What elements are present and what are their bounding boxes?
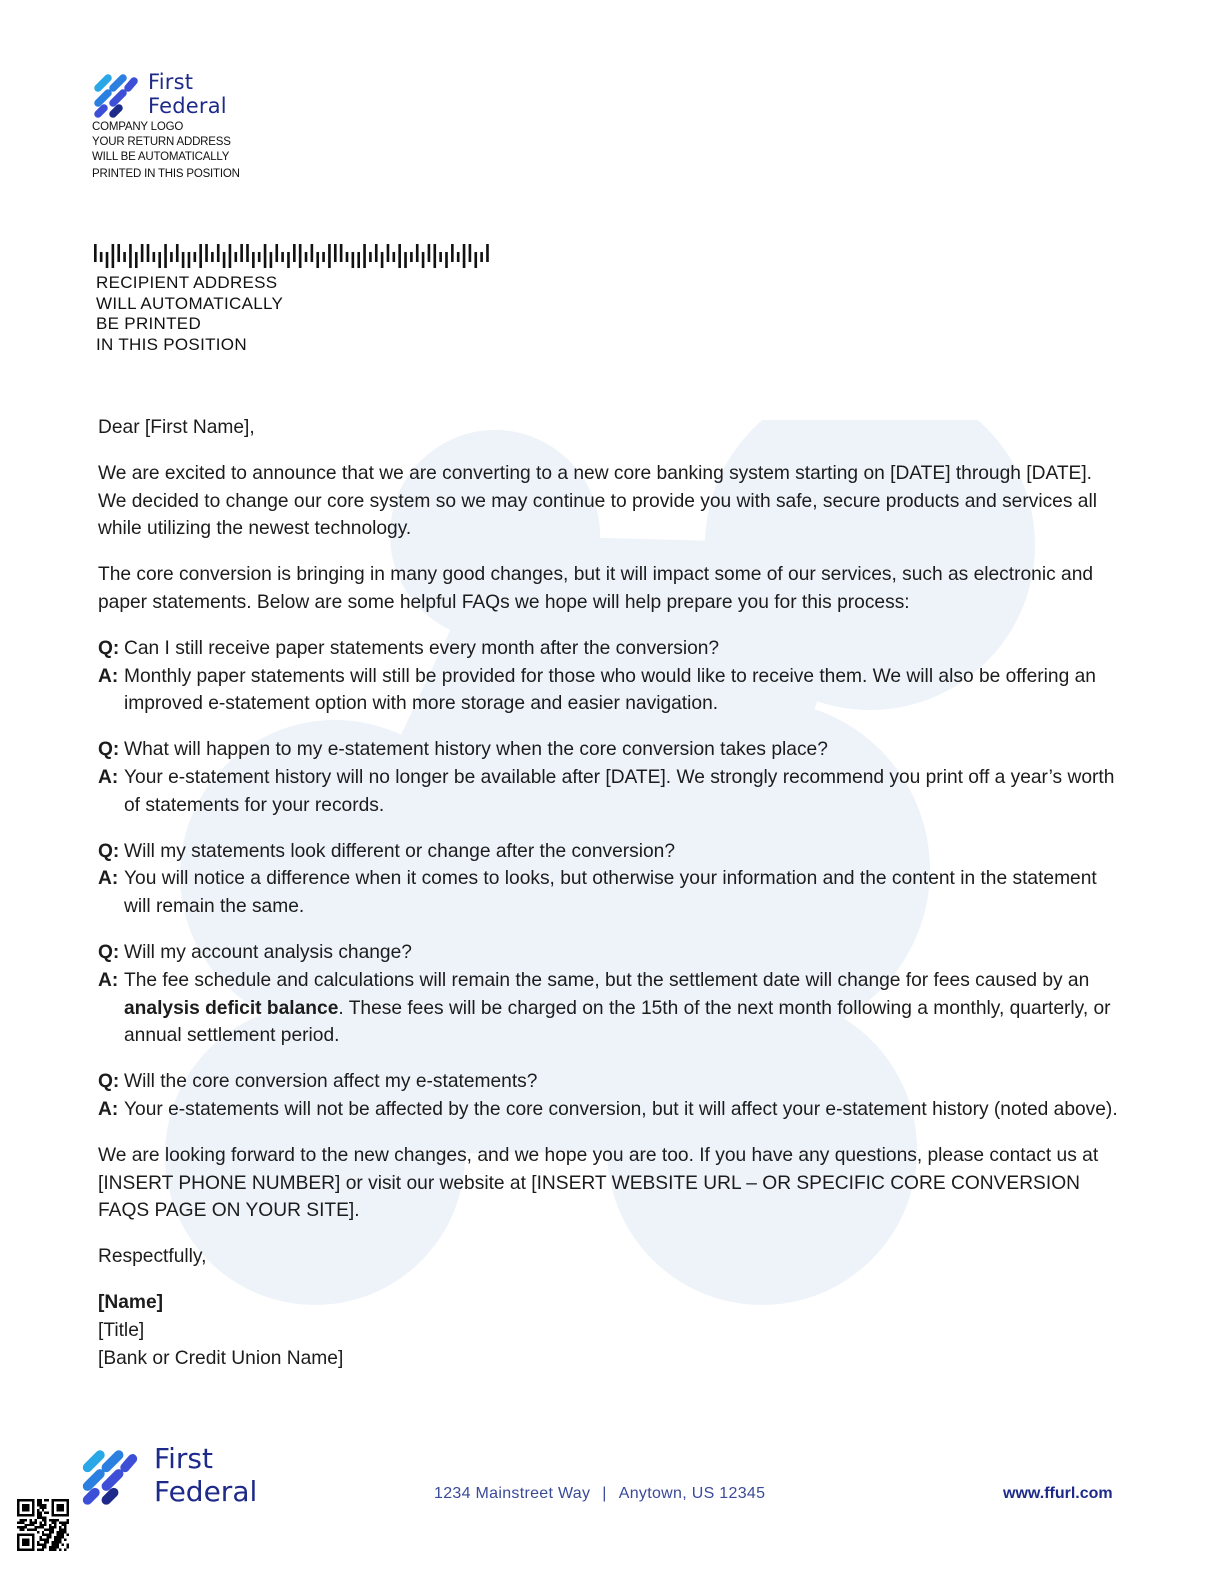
qr-module <box>22 1519 24 1521</box>
barcode-bar <box>123 252 126 262</box>
qr-module <box>47 1529 49 1531</box>
qr-module <box>64 1529 66 1531</box>
intro-paragraph: We are excited to announce that we are converting to a new core banking system starting on [DATE] through [DATE]. We decided to change our core system so we may continue to provide you with safe, secure products and services all while utilizing the newest technology. <box>98 462 1097 540</box>
barcode-bar <box>141 244 144 262</box>
qr-module <box>49 1526 51 1528</box>
footer-city: Anytown, US 12345 <box>618 1485 766 1502</box>
barcode-bar <box>112 244 115 268</box>
qr-module <box>19 1519 21 1521</box>
question-label: Q: <box>98 637 120 659</box>
qr-module <box>24 1524 26 1526</box>
barcode-bar <box>153 252 156 262</box>
barcode-bar <box>469 244 472 262</box>
qr-module <box>42 1516 44 1518</box>
qr-module <box>27 1529 29 1531</box>
barcode-bar <box>346 252 349 262</box>
qr-module <box>44 1524 46 1526</box>
footer-logo <box>80 1442 257 1508</box>
barcode-bar <box>94 244 97 262</box>
qr-module <box>22 1539 29 1546</box>
qr-module <box>37 1511 39 1513</box>
qr-module <box>47 1541 49 1543</box>
qr-module <box>49 1546 51 1548</box>
qr-module <box>57 1536 59 1538</box>
qr-module <box>39 1516 41 1518</box>
qr-module <box>37 1526 39 1528</box>
barcode-bar <box>293 244 296 262</box>
qr-module <box>52 1549 54 1551</box>
barcode-bar <box>393 252 396 262</box>
faq-item <box>98 838 1118 921</box>
qr-module <box>39 1536 41 1538</box>
qr-module <box>39 1521 41 1523</box>
qr-module <box>49 1536 51 1538</box>
qr-module <box>22 1521 24 1523</box>
barcode-bar <box>287 252 290 268</box>
qr-module <box>57 1546 59 1548</box>
qr-module <box>39 1544 41 1546</box>
logo-wordmark <box>148 70 227 118</box>
barcode-bar <box>234 252 237 262</box>
logo-word-federal: Federal <box>148 94 227 118</box>
faq-item <box>98 1068 1118 1124</box>
qr-module <box>42 1544 44 1546</box>
barcode-bar <box>428 244 431 262</box>
qr-module <box>37 1501 39 1503</box>
barcode-bar <box>264 244 267 268</box>
qr-module <box>64 1539 66 1541</box>
qr-module <box>27 1524 29 1526</box>
qr-module <box>59 1541 61 1543</box>
barcode-bar <box>129 244 132 268</box>
faq-item <box>98 939 1118 1050</box>
barcode-bar <box>176 244 179 262</box>
qr-module <box>52 1519 54 1521</box>
qr-module <box>44 1511 46 1513</box>
logo-word-first: First <box>148 70 194 94</box>
barcode-bar <box>445 252 448 268</box>
qr-module <box>67 1544 69 1546</box>
qr-module <box>54 1519 56 1521</box>
qr-module <box>54 1526 56 1528</box>
qr-module <box>54 1544 56 1546</box>
question-label: Q: <box>98 840 120 862</box>
salutation: Dear [First Name], <box>98 417 255 438</box>
return-address-placeholder: COMPANY LOGO YOUR RETURN ADDRESS WILL BE AUTOMATICALLY PRINTED IN THIS POSITION <box>92 121 240 180</box>
answer-text: You will notice a difference when it comes to looks, but otherwise your information and the content in the statement will remain the same. <box>124 868 1097 918</box>
letter-body <box>98 414 1118 1372</box>
barcode-bar <box>270 252 273 268</box>
faq-item <box>98 736 1118 819</box>
qr-module <box>19 1526 21 1528</box>
qr-module <box>44 1539 46 1541</box>
qr-module <box>47 1539 49 1541</box>
footer-street: 1234 Mainstreet Way <box>434 1485 591 1502</box>
qr-module <box>37 1499 39 1501</box>
barcode-bar <box>258 252 261 262</box>
qr-module <box>17 1521 19 1523</box>
qr-module <box>42 1549 44 1551</box>
qr-module <box>57 1504 64 1511</box>
qr-module <box>57 1519 59 1521</box>
qr-module <box>44 1499 46 1501</box>
question-text: Can I still receive paper statements every month after the conversion? <box>124 637 720 659</box>
barcode-bar <box>211 252 214 262</box>
barcode-bar <box>375 244 378 262</box>
qr-code-icon <box>17 1499 69 1551</box>
barcode-bar <box>170 252 173 262</box>
qr-module <box>64 1526 66 1528</box>
answer-text: Your e-statement history will no longer be available after [DATE]. We strongly recommend you print off a year’s worth of statements for your records. <box>124 766 1115 816</box>
qr-module <box>39 1511 41 1513</box>
qr-module <box>37 1544 39 1546</box>
qr-module <box>44 1506 46 1508</box>
barcode-bar <box>106 252 109 268</box>
question-label: Q: <box>98 739 120 761</box>
qr-module <box>59 1521 61 1523</box>
barcode-bar <box>433 244 436 268</box>
qr-module <box>34 1519 36 1521</box>
recipient-address-placeholder: RECIPIENT ADDRESS WILL AUTOMATICALLY BE PRINTED IN THIS POSITION <box>96 273 284 354</box>
qr-module <box>37 1504 39 1506</box>
barcode-bar <box>363 244 366 268</box>
qr-module <box>52 1521 54 1523</box>
barcode-bar <box>164 244 167 268</box>
barcode-bar <box>369 252 372 262</box>
emphasis-analysis-deficit-balance: analysis deficit balance <box>124 997 339 1019</box>
qr-module <box>64 1549 66 1551</box>
question-text: Will my account analysis change? <box>124 941 412 963</box>
barcode-bar <box>252 252 255 268</box>
qr-module <box>49 1519 51 1521</box>
qr-module <box>54 1541 56 1543</box>
barcode-bar <box>275 244 278 262</box>
qr-module <box>37 1549 39 1551</box>
qr-module <box>54 1539 56 1541</box>
qr-module <box>54 1524 56 1526</box>
qr-module <box>42 1519 44 1521</box>
qr-module <box>17 1526 19 1528</box>
first-federal-logo-icon <box>80 1445 140 1505</box>
qr-module <box>29 1521 31 1523</box>
question-text: What will happen to my e-statement history when the core conversion takes place? <box>124 739 828 761</box>
barcode-bar <box>229 244 232 268</box>
qr-module <box>19 1529 21 1531</box>
answer-text: Monthly paper statements will still be provided for those who would like to receive them. We will also be offering an improved e-statement option with more storage and easier navigation. <box>124 665 1096 715</box>
qr-module <box>67 1546 69 1548</box>
question-text: Will the core conversion affect my e-statements? <box>124 1071 538 1093</box>
qr-module <box>32 1524 34 1526</box>
question-label: Q: <box>98 941 120 963</box>
barcode-bar <box>381 252 384 268</box>
qr-module <box>52 1546 54 1548</box>
qr-module <box>39 1524 41 1526</box>
qr-module <box>34 1526 36 1528</box>
barcode-bar <box>357 252 360 268</box>
qr-module <box>22 1526 24 1528</box>
qr-module <box>54 1521 56 1523</box>
barcode-bar <box>416 244 419 262</box>
barcode-bar <box>422 252 425 268</box>
qr-module <box>44 1529 46 1531</box>
qr-module <box>54 1536 56 1538</box>
qr-module <box>59 1529 61 1531</box>
barcode-bar <box>299 244 302 268</box>
barcode-bar <box>328 244 331 268</box>
barcode-bar <box>404 252 407 268</box>
qr-module <box>49 1549 51 1551</box>
answer-label: A: <box>98 969 119 991</box>
faq-intro-paragraph: The core conversion is bringing in many good changes, but it will impact some of our services, such as electronic and paper statements. Below are some helpful FAQs we hope will help prepare you for this process: <box>98 564 1094 613</box>
signature-name: [Name] <box>98 1291 164 1313</box>
qr-module <box>62 1544 64 1546</box>
qr-module <box>29 1519 31 1521</box>
barcode-bar <box>439 252 442 262</box>
barcode-bar <box>352 252 355 268</box>
qr-module <box>47 1499 49 1501</box>
qr-module <box>47 1511 49 1513</box>
qr-module <box>22 1529 24 1531</box>
qr-module <box>49 1534 51 1536</box>
question-label: Q: <box>98 1071 120 1093</box>
qr-module <box>42 1524 44 1526</box>
qr-module <box>42 1539 44 1541</box>
signature-block <box>98 1289 1118 1372</box>
qr-module <box>59 1526 61 1528</box>
footer-separator: | <box>602 1485 607 1502</box>
qr-module <box>29 1529 31 1531</box>
barcode-bar <box>480 252 483 262</box>
qr-module <box>62 1524 64 1526</box>
qr-module <box>24 1526 26 1528</box>
qr-module <box>49 1524 51 1526</box>
barcode-bar <box>135 252 138 268</box>
qr-module <box>32 1529 34 1531</box>
barcode-bar <box>305 252 308 262</box>
qr-module <box>52 1544 54 1546</box>
qr-module <box>62 1521 64 1523</box>
qr-module <box>42 1526 44 1528</box>
qr-module <box>44 1544 46 1546</box>
signature-institution: [Bank or Credit Union Name] <box>98 1347 344 1369</box>
qr-module <box>37 1541 39 1543</box>
barcode-bar <box>340 244 343 262</box>
qr-module <box>49 1531 51 1533</box>
qr-module <box>37 1509 39 1511</box>
qr-module <box>47 1534 49 1536</box>
answer-label: A: <box>98 766 119 788</box>
qr-module <box>57 1541 59 1543</box>
answer-label: A: <box>98 1098 119 1120</box>
answer-text: Your e-statements will not be affected by the core conversion, but it will affect your e-statement history (noted above). <box>124 1098 1118 1120</box>
qr-module <box>57 1544 59 1546</box>
qr-module <box>59 1534 61 1536</box>
qr-module <box>37 1514 39 1516</box>
sign-off: Respectfully, <box>98 1246 207 1268</box>
barcode-bar <box>322 252 325 262</box>
qr-module <box>39 1539 41 1541</box>
qr-module <box>62 1529 64 1531</box>
qr-module <box>64 1531 66 1533</box>
barcode-bar <box>240 244 243 262</box>
qr-module <box>39 1499 41 1501</box>
first-federal-logo-icon <box>92 70 140 118</box>
qr-module <box>42 1546 44 1548</box>
qr-module <box>39 1514 41 1516</box>
answer-label: A: <box>98 665 119 687</box>
qr-module <box>52 1531 54 1533</box>
qr-module <box>34 1521 36 1523</box>
qr-module <box>42 1504 44 1506</box>
answer-text: The fee schedule and calculations will remain the same, but the settlement date will change for fees caused by an analysis deficit balance. These fees will be charged on the 15th of the next month following a monthly, quarterly, or annual settlement period. <box>124 969 1111 1047</box>
barcode-bar <box>463 244 466 268</box>
barcode-bar <box>387 244 390 262</box>
qr-module <box>42 1506 44 1508</box>
barcode-bar <box>311 244 314 262</box>
qr-module <box>47 1536 49 1538</box>
qr-module <box>59 1549 61 1551</box>
qr-module <box>67 1521 69 1523</box>
qr-module <box>44 1516 46 1518</box>
qr-module <box>52 1541 54 1543</box>
company-logo <box>92 70 227 118</box>
barcode-bar <box>205 244 208 262</box>
qr-module <box>42 1509 44 1511</box>
qr-module <box>67 1519 69 1521</box>
qr-module <box>44 1541 46 1543</box>
qr-module <box>62 1534 64 1536</box>
qr-module <box>39 1549 41 1551</box>
signature-title: [Title] <box>98 1319 145 1341</box>
qr-module <box>32 1521 34 1523</box>
question-text: Will my statements look different or change after the conversion? <box>124 840 676 862</box>
qr-module <box>52 1526 54 1528</box>
barcode-bar <box>316 252 319 268</box>
answer-label: A: <box>98 868 119 890</box>
qr-module <box>39 1526 41 1528</box>
qr-module <box>42 1531 44 1533</box>
barcode-bar <box>398 244 401 268</box>
qr-module <box>39 1504 41 1506</box>
qr-module <box>24 1519 26 1521</box>
qr-module <box>44 1519 46 1521</box>
qr-module <box>57 1534 59 1536</box>
barcode-bar <box>147 244 150 262</box>
qr-module <box>49 1529 51 1531</box>
qr-module <box>64 1524 66 1526</box>
qr-module <box>44 1521 46 1523</box>
faq-item <box>98 635 1118 718</box>
barcode-bar <box>410 252 413 262</box>
barcode-bar <box>281 252 284 262</box>
qr-module <box>62 1536 64 1538</box>
qr-module <box>54 1546 56 1548</box>
qr-module <box>59 1531 61 1533</box>
barcode-bar <box>158 252 161 268</box>
qr-module <box>59 1536 61 1538</box>
barcode-bar <box>486 244 489 262</box>
qr-module <box>52 1529 54 1531</box>
qr-module <box>39 1506 41 1508</box>
qr-module <box>22 1504 29 1511</box>
barcode-bar <box>223 252 226 268</box>
barcode-bar <box>188 252 191 268</box>
qr-module <box>37 1531 39 1533</box>
barcode-bar <box>246 244 249 262</box>
barcode-bar <box>182 252 185 268</box>
qr-module <box>57 1531 59 1533</box>
qr-module <box>42 1534 44 1536</box>
postal-barcode-icon <box>94 244 492 268</box>
barcode-bar <box>117 244 120 262</box>
barcode-bar <box>217 244 220 262</box>
qr-module <box>54 1549 56 1551</box>
qr-module <box>64 1521 66 1523</box>
barcode-bar <box>100 252 103 262</box>
qr-module <box>34 1529 36 1531</box>
footer-logo-wordmark: First Federal <box>154 1442 258 1508</box>
qr-module <box>19 1521 21 1523</box>
qr-module <box>44 1504 46 1506</box>
barcode-bar <box>194 252 197 262</box>
qr-module <box>39 1501 41 1503</box>
qr-module <box>59 1539 61 1541</box>
footer-address <box>434 1485 765 1503</box>
barcode-bar <box>474 252 477 268</box>
barcode-bar <box>457 252 460 262</box>
barcode-bar <box>334 244 337 262</box>
qr-module <box>67 1534 69 1536</box>
qr-module <box>29 1524 31 1526</box>
qr-module <box>37 1516 39 1518</box>
qr-module <box>57 1539 59 1541</box>
qr-module <box>44 1546 46 1548</box>
closing-paragraph: We are looking forward to the new changes, and we hope you are too. If you have any questions, please contact us at [INSERT PHONE NUMBER] or visit our website at [INSERT WEBSITE URL – OR SPECIFIC CORE CONVERSION FAQS PAGE ON YOUR SITE]. <box>98 1144 1099 1222</box>
barcode-bar <box>451 244 454 262</box>
qr-module <box>62 1531 64 1533</box>
barcode-bar <box>199 244 202 268</box>
qr-module <box>44 1534 46 1536</box>
footer-website-link[interactable]: www.ffurl.com <box>1003 1485 1113 1502</box>
